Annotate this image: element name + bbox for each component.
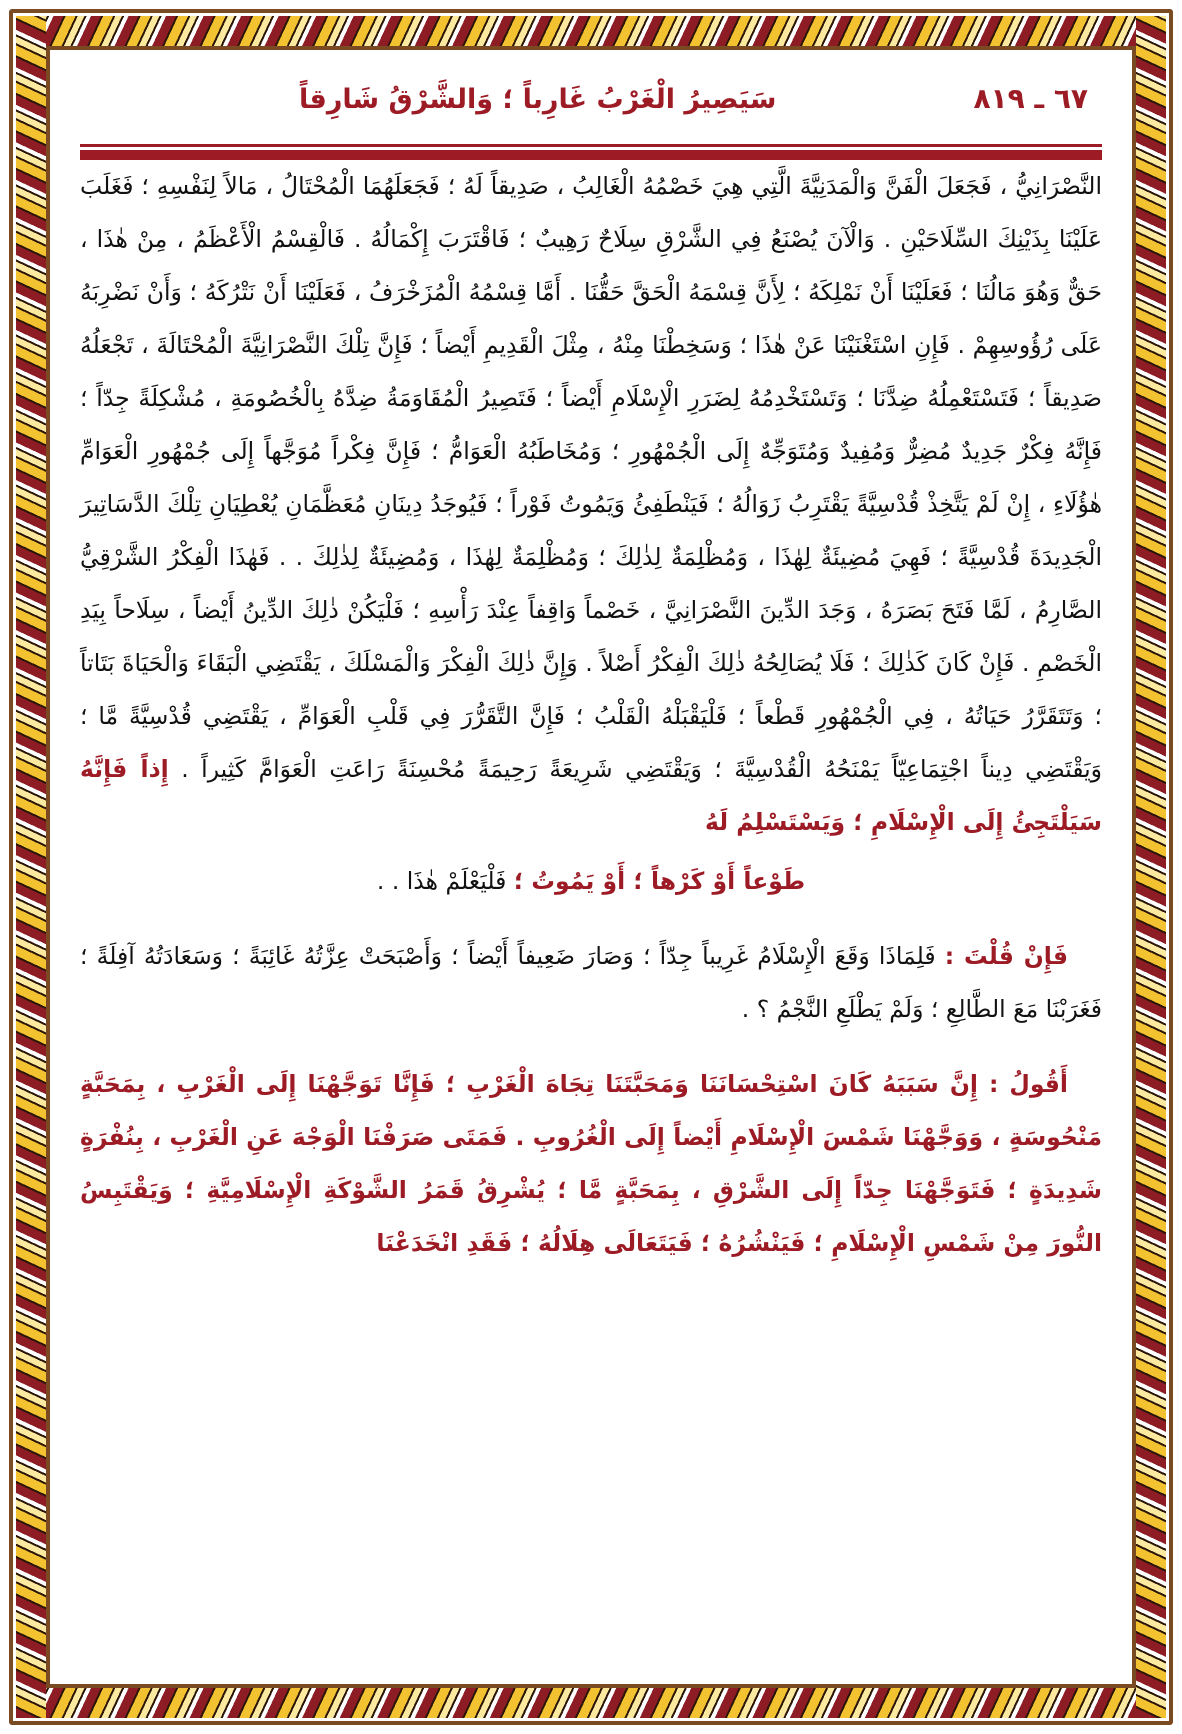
line-7: مُشْكِلَةً جِدّاً ؛ فَإِنَّهُ فِكْرٌ جَدِيدٌ مُضِرٌّ وَمُفِيدٌ وَمُتَوَجِّهٌ إِلَى الْجُمْهُورِ ؛ وَمُخَاطَبُهُ الْعَوَامُّ ؛ فَإِنَّ [80,384,1102,465]
question-line-1: فَلِمَاذَا وَقَعَ الْإِسْلَامُ غَرِيباً جِدّاً ؛ وَصَارَ ضَعِيفاً أَيْضاً ؛ وَأَصْبَحَتْ عِزَّتُهُ [303,942,936,970]
line-13: يَقْتَضِي الْبَقَاءَ وَالْحَيَاةَ بَتَاتاً ؛ وَتَتَقَرَّرُ حَيَاتُهُ ، فِي الْجُمْهُورِ قَطْعاً ؛ فَلْيَقْبَلْهُ الْقَلْبُ ؛ فَإِنَّ التَّقَرُّرَ [80,649,1102,730]
paragraph-main-tail [80,855,1102,908]
line-1: النَّصْرَانِيُّ ، فَجَعَلَ الْفَنَّ وَالْمَدَنِيَّةَ الَّتِي هِيَ خَصْمُهُ الْغَالِبُ ، صَدِيقاً لَهُ ؛ فَجَعَلَهُمَا الْمُحْتَالُ ، [265,172,1102,200]
paragraph-main-tail-black: فَلْيَعْلَمْ هٰذَا . . [376,867,507,895]
line-15: شَرِيعَةً رَحِيمَةً مُحْسِنَةً رَاعَتِ الْعَوَامَّ كَثِيراً . [181,755,613,783]
braid-border-bottom [16,1688,1166,1718]
emphasis-red-phrase-1: إِذاً فَإِنَّهُ سَيَلْتَجِئُ إِلَى الْإِسْلَامِ ؛ وَيَسْتَسْلِمُ لَهُ [80,755,1102,836]
paragraph-main [80,160,1102,849]
question-lead-in: فَإِنْ قُلْتَ : [944,942,1068,970]
line-11: بَصَرَهُ ، وَجَدَ الدِّينَ النَّصْرَانِيَّ ، خَصْماً وَاقِفاً عِنْدَ رَأْسِهِ ؛ فَلْيَكُنْ ذٰلِكَ الدِّينُ أَيْضاً ، سِلَاحاً [114,596,933,624]
line-9: فَوْراً ؛ فَيُوجَدُ دِينَانِ مُعَظَّمَانِ يُعْطِيَانِ تِلْكَ الدَّسَاتِيرَ الْجَدِيدَةَ قُدْسِيَّةً ؛ فَهِيَ مُضِيئَةٌ لِهٰذَا ، [80,490,1102,571]
braid-border-right [1136,16,1166,1718]
header-divider [78,136,1104,160]
page-title: سَيَصِيرُ الْغَرْبُ غَارِباً ؛ وَالشَّرْقُ شَارِقاً [299,84,777,115]
line-4: حَقُّنَا . أَمَّا قِسْمُهُ الْمُزَخْرَفُ ، فَعَلَيْنَا أَنْ نَتْرُكَهُ ؛ وَأَنْ نَضْرِبَهُ عَلَى رُؤُوسِهِمْ . فَإِنِ اسْتَغْنَيْنَا [80,278,1102,359]
paragraph-question [80,930,1102,1036]
answer-line-2: بِمَحَبَّةٍ مَنْحُوسَةٍ ، وَوَجَّهْنَا شَمْسَ الْإِسْلَامِ أَيْضاً إِلَى الْغُرُوبِ . فَمَتَى صَرَفْنَا الْوَجْهَ عَنِ [80,1070,1102,1151]
line-3: إِكْمَالُهُ . فَالْقِسْمُ الْأَعْظَمُ ، مِنْ هٰذَا ، حَقٌّ وَهُوَ مَالُنَا ؛ فَعَلَيْنَا أَنْ نَمْلِكَهُ ؛ لِأَنَّ قِسْمَهُ الْحَقَّ [80,225,1102,306]
line-5: عَنْ هٰذَا ؛ وَسَخِطْنَا مِنْهُ ، مِثْلَ الْقَدِيمِ أَيْضاً ؛ فَإِنَّ تِلْكَ النَّصْرَانِيَّةَ الْمُحْتَالَةَ ، تَجْعَلُهُ صَدِيقاً ؛ [80,331,1102,412]
header-divider-thick [80,150,1102,160]
line-8: فِكْراً مُوَجَّهاً إِلَى جُمْهُورِ الْعَوَامِّ هٰؤُلَاءِ ، إِنْ لَمْ يَتَّخِذْ قُدْسِيَّةً يَقْتَرِبُ زَوَالُهُ ؛ فَيَنْطَفِئُ وَيَمُوتُ [80,437,1102,518]
braid-border-left [16,16,46,1718]
answer-line-4: الْإِسْلَامِيَّةِ ؛ وَيَقْتَبِسُ النُّورَ مِنْ شَمْسِ الْإِسْلَامِ ؛ فَيَنْشُرُهُ ؛ فَيَتَعَالَى هِلَالُهُ ؛ فَقَدِ انْخَدَعْنَا [80,1176,1102,1257]
body-text [78,160,1104,1270]
page-header [78,74,1104,136]
question-line-2: غَائِبَةً ؛ وَسَعَادَتُهُ آفِلَةً ؛ فَغَرَبْنَا مَعَ الطَّالِعِ ؛ وَلَمْ يَطْلَعِ النَّجْمُ ؟ . [80,942,1102,1023]
page-content [56,56,1126,1678]
line-10: وَمُظْلِمَةٌ لِذٰلِكَ ؛ وَمُظْلِمَةٌ لِهٰذَا ، وَمُضِيئَةٌ لِذٰلِكَ . . فَهٰذَا الْفِكْرُ الشَّرْقِيُّ الصَّارِمُ ، لَمَّا فَتَحَ [80,543,1102,624]
line-6: فَتَسْتَعْمِلُهُ ضِدَّنَا ؛ وَتَسْتَخْدِمُهُ لِضَرَرِ الْإِسْلَامِ أَيْضاً ؛ فَتَصِيرُ الْمُقَاوَمَةُ ضِدَّهُ بِالْخُصُومَةِ ، [214,384,1020,412]
page-number: ٦٧ ـ ٨١٩ [973,82,1088,115]
line-14: فِي قَلْبِ الْعَوَامِّ ، يَقْتَضِي قُدْسِيَّةً مَّا ؛ وَيَقْتَضِي دِيناً اجْتِمَاعِيّاً يَمْنَحُهُ الْقُدْسِيَّةَ ؛ وَيَقْتَضِي [80,702,1102,783]
line-2: مَالاً لِنَفْسِهِ ؛ فَغَلَبَ عَلَيْنَا بِذَيْنِكَ السِّلَاحَيْنِ . وَالْآنَ يُصْنَعُ فِي الشَّرْقِ سِلَاحٌ رَهِيبٌ ؛ فَاقْتَرَبَ [80,172,1102,253]
braid-border-top [16,16,1166,46]
line-12: بِيَدِ الْخَصْمِ . فَإِنْ كَانَ كَذٰلِكَ ؛ فَلَا يُصَالِحُهُ ذٰلِكَ الْفِكْرُ أَصْلاً . وَإِنَّ ذٰلِكَ الْفِكْرَ وَالْمَسْلَكَ ، [80,596,1102,677]
emphasis-red-phrase-2: طَوْعاً أَوْ كَرْهاً ؛ أَوْ يَمُوتُ ؛ [513,867,806,895]
header-divider-thin [80,144,1102,147]
answer-line-3: الْغَرْبِ ، بِنُفْرَةٍ شَدِيدَةٍ ؛ فَتَوَجَّهْنَا جِدّاً إِلَى الشَّرْقِ ، بِمَحَبَّةٍ مَّا ؛ يُشْرِقُ قَمَرُ الشَّوْكَةِ [80,1123,1102,1204]
paragraph-answer [80,1058,1102,1270]
answer-line-1: أَقُولُ : إِنَّ سَبَبَهُ كَانَ اسْتِحْسَانَنَا وَمَحَبَّتَنَا تِجَاهَ الْغَرْبِ ؛ فَإِنَّا تَوَجَّهْنَا إِلَى الْغَرْبِ ، [156,1070,1068,1098]
